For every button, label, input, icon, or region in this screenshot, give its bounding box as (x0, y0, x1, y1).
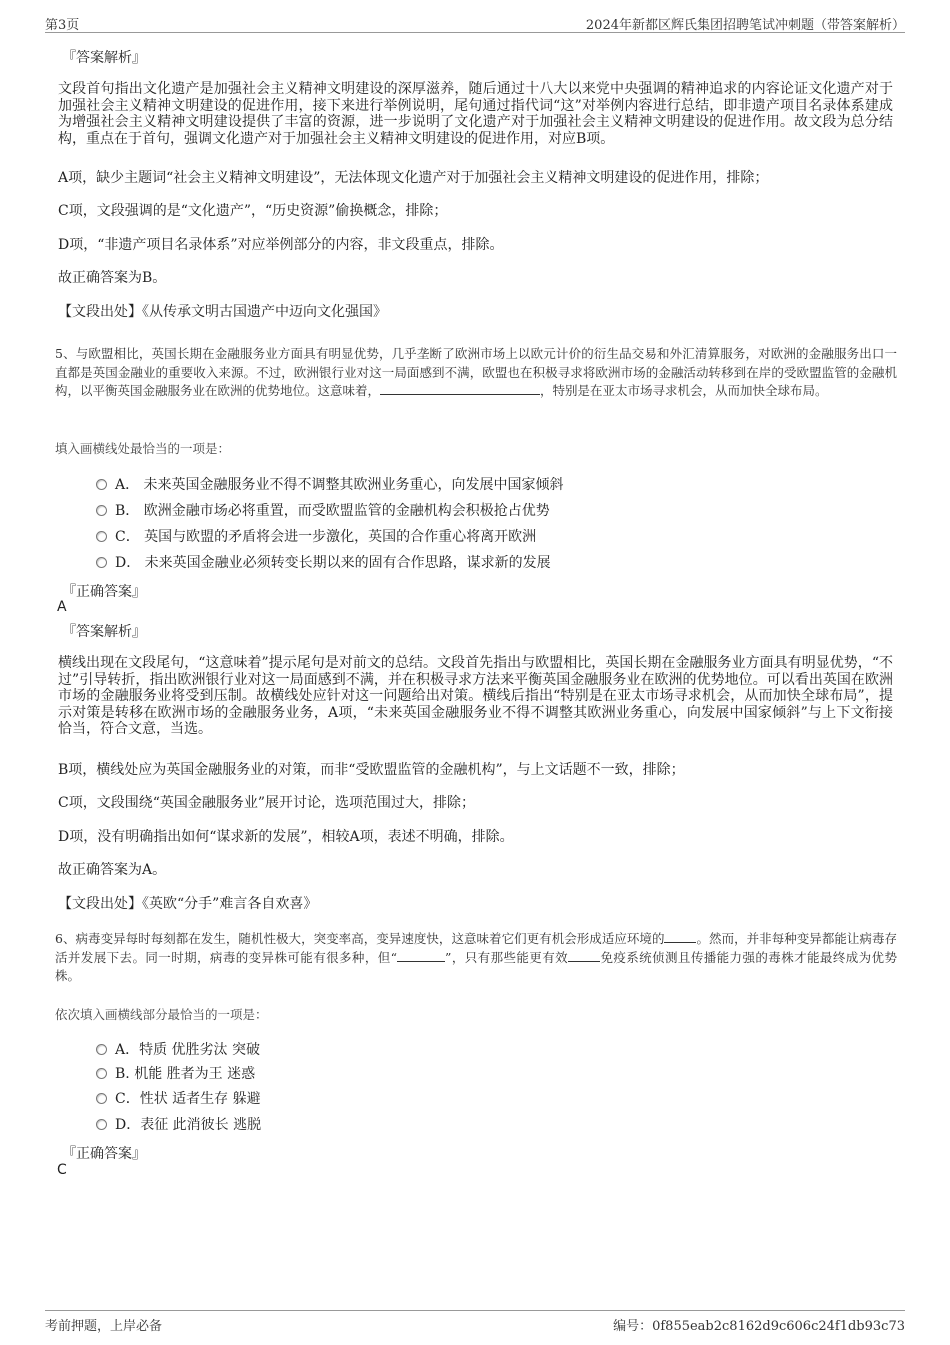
question-6-text (55, 930, 897, 986)
question-6-option-d[interactable] (96, 1114, 261, 1134)
question-6-stem: 6、病毒变异每时每刻都在发生，随机性极大，突变率高，变异速度快，这意味着它们更有机会形成适应环境的 (55, 931, 665, 946)
answer-blank (664, 930, 696, 943)
question-5-option-d[interactable] (96, 552, 551, 572)
question-5-text (55, 345, 897, 401)
radio-icon[interactable] (96, 1119, 107, 1130)
text-source: 【文段出处】《英欧“分手”难言各自欢喜》 (58, 896, 318, 912)
option-label: D．表征 此消彼长 逃脱 (115, 1117, 262, 1133)
answer-blank (380, 382, 540, 395)
question-6-option-a[interactable] (96, 1039, 260, 1059)
question-5-option-c[interactable] (96, 526, 536, 546)
question-6-stem: 免疫系统侦测且传播能力强的毒株才能最终成为优势株。 (55, 949, 897, 983)
radio-icon[interactable] (96, 557, 107, 568)
radio-icon[interactable] (96, 531, 107, 542)
option-label: A． 未来英国金融服务业不得不调整其欧洲业务重心，向发展中国家倾斜 (115, 477, 564, 493)
analysis-option-d: D项，“非遗产项目名录体系”对应举例部分的内容，非文段重点，排除。 (58, 237, 504, 253)
analysis-option-b: B项，横线处应为英国金融服务业的对策，而非“受欧盟监管的金融机构”，与上文话题不一致，排除； (58, 762, 685, 778)
option-label: D． 未来英国金融业必须转变长期以来的固有合作思路，谋求新的发展 (115, 555, 551, 571)
option-label: C．性状 适者生存 躲避 (115, 1091, 261, 1107)
analysis-label: 『答案解析』 (62, 50, 146, 66)
footer-slogan: 考前押题，上岸必备 (45, 1319, 163, 1334)
radio-icon[interactable] (96, 1093, 107, 1104)
option-label: A．特质 优胜劣汰 突破 (115, 1042, 261, 1058)
analysis-option-c: C项，文段强调的是“文化遗产”，“历史资源”偷换概念，排除； (58, 203, 448, 219)
question-6-option-c[interactable] (96, 1088, 261, 1108)
radio-icon[interactable] (96, 1068, 107, 1079)
analysis-paragraph: 文段首句指出文化遗产是加强社会主义精神文明建设的深厚滋养，随后通过十八大以来党中央强调的精神追求的内容论证文化遗产对于加强社会主义精神文明建设的促进作用，接下来进行举例说明，尾句通过指代词“这”对举例内容进行总结，即非遗产项目名录体系建成为增强社会主义精神文明建设提供了丰富的资源，进一步说明了文化遗产对于加强社会主义精神文明建设的促进作用。故文段为总分结构，重点在于首句，强调文化遗产对于加强社会主义精神文明建设的促进作用，对应B项。 (58, 81, 893, 147)
analysis-option-a: A项，缺少主题词“社会主义精神文明建设”，无法体现文化遗产对于加强社会主义精神文明建设的促进作用，排除； (58, 170, 769, 186)
correct-answer-label: 『正确答案』 (62, 1146, 146, 1162)
question-6-stem: 。然而，并非每种变异都能让病毒存活并发展下去。同一时期，病毒的变异株可能有很多种，但“ (55, 931, 897, 965)
option-label: B． 欧洲金融市场必将重置，而受欧盟监管的金融机构会积极抢占优势 (115, 503, 550, 519)
analysis-label: 『答案解析』 (62, 624, 146, 640)
correct-answer: A (57, 599, 67, 615)
analysis-option-c: C项，文段围绕“英国金融服务业”展开讨论，选项范围过大，排除； (58, 795, 476, 811)
text-source: 【文段出处】《从传承文明古国遗产中迈向文化强国》 (58, 304, 387, 320)
question-6-stem: ”，只有那些能更有效 (445, 949, 569, 965)
correct-answer-label: 『正确答案』 (62, 584, 146, 600)
analysis-paragraph: 横线出现在文段尾句，“这意味着”提示尾句是对前文的总结。文段首先指出与欧盟相比，英国长期在金融服务业方面具有明显优势，“不过”引导转折，指出欧洲银行业对这一局面感到不满，并在积极寻求方法来平衡英国金融服务业在欧洲的优势地位。可以看出英国在欧洲市场的金融服务业将受到压制。故横线处应针对这一问题给出对策。横线后指出“特别是在亚太市场寻求机会，从而加快全球布局”，提示对策是转移在欧洲市场的金融服务业务，A项，“未来英国金融服务业不得不调整其欧洲业务重心，向发展中国家倾斜”与上下文衔接恰当，符合文意，当选。 (58, 655, 893, 737)
correct-answer: C (57, 1162, 67, 1178)
page-number: 第3页 (45, 18, 80, 33)
answer-blank (568, 949, 600, 962)
option-label: C． 英国与欧盟的矛盾将会进一步激化，英国的合作重心将离开欧洲 (115, 529, 537, 545)
question-5-prompt: 填入画横线处最恰当的一项是： (55, 441, 231, 456)
page-header (45, 12, 905, 33)
radio-icon[interactable] (96, 505, 107, 516)
radio-icon[interactable] (96, 479, 107, 490)
document-code: 编号：0f855eab2c8162d9c606c24f1db93c73 (613, 1319, 905, 1334)
question-5-stem: 5、与欧盟相比，英国长期在金融服务业方面具有明显优势，几乎垄断了欧洲市场上以欧元计价的衍生品交易和外汇清算服务，对欧洲的金融服务出口一直都是英国金融业的重要收入来源。不过，欧洲银行业对这一局面感到不满，欧盟也在积极寻求将欧洲市场的金融活动转移到在岸的受欧盟监管的金融机构，以平衡英国金融服务业在欧洲的优势地位。这意味着， (55, 346, 897, 398)
question-6-prompt: 依次填入画横线部分最恰当的一项是： (55, 1007, 268, 1022)
analysis-conclusion: 故正确答案为A。 (58, 862, 167, 878)
page-footer (45, 1310, 905, 1335)
radio-icon[interactable] (96, 1044, 107, 1055)
analysis-option-d: D项，没有明确指出如何“谋求新的发展”，相较A项，表述不明确，排除。 (58, 829, 514, 845)
question-5-stem-end: ，特别是在亚太市场寻求机会，从而加快全球布局。 (540, 383, 828, 398)
question-6-option-b[interactable] (96, 1063, 255, 1083)
question-5-option-b[interactable] (96, 500, 550, 520)
question-5-option-a[interactable] (96, 474, 564, 494)
document-title: 2024年新都区辉氏集团招聘笔试冲刺题（带答案解析） (585, 18, 905, 33)
option-label: B. 机能 胜者为王 迷惑 (115, 1066, 256, 1082)
answer-blank (397, 949, 445, 962)
analysis-conclusion: 故正确答案为B。 (58, 270, 167, 286)
